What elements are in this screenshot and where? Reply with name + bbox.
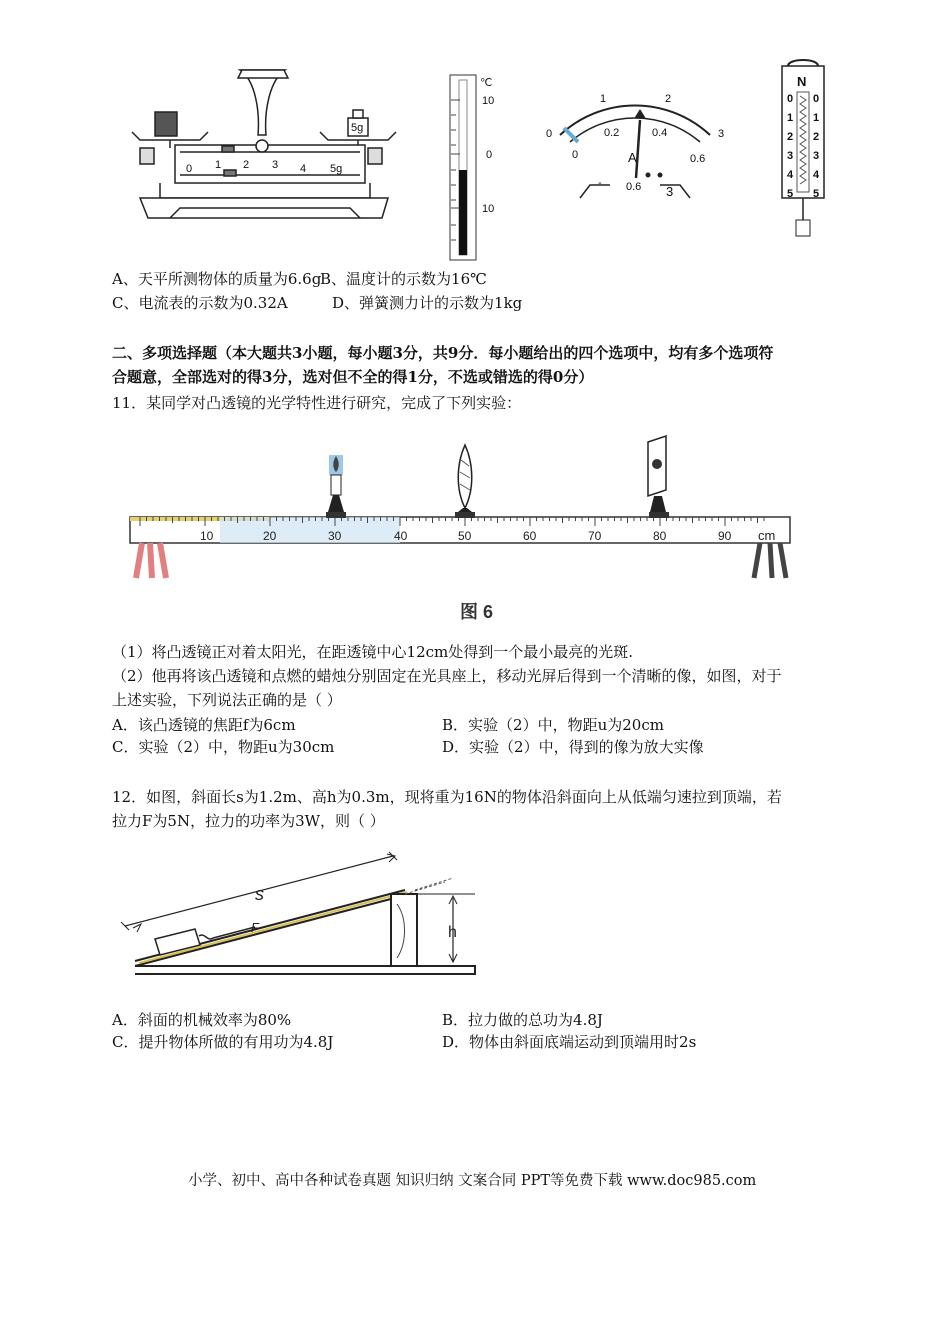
inclined-plane-figure	[115, 838, 505, 988]
q12-stem-line1: 12．如图，斜面长s为1.2m、高h为0.3m，现将重为16N的物体沿斜面向上从低端匀速拉到顶端，若	[112, 788, 782, 806]
q12-option-c: C．提升物体所做的有用功为4.8J	[112, 1033, 334, 1051]
svg-text:0: 0	[787, 93, 794, 105]
svg-text:2: 2	[813, 131, 820, 143]
svg-text:0.6: 0.6	[690, 153, 706, 165]
svg-text:50: 50	[458, 529, 472, 543]
balance-illustration	[132, 70, 396, 218]
svg-text:5g: 5g	[330, 163, 343, 175]
svg-text:90: 90	[718, 529, 732, 543]
svg-text:3: 3	[813, 150, 820, 162]
q11-step2-line1: （2）他再将该凸透镜和点燃的蜡烛分别固定在光具座上，移动光屏后得到一个清晰的像，如图，对于	[112, 667, 782, 685]
svg-text:20: 20	[263, 529, 277, 543]
svg-text:10: 10	[482, 95, 495, 107]
svg-text:10: 10	[200, 529, 214, 543]
svg-text:10: 10	[482, 203, 495, 215]
svg-text:4: 4	[813, 169, 820, 181]
svg-text:1: 1	[600, 93, 607, 105]
spring-scale-unit: N	[797, 74, 807, 89]
candle-illustration	[326, 455, 346, 518]
q11-option-b: B．实验（2）中，物距u为20cm	[442, 716, 664, 734]
q10-option-b: B、温度计的示数为16℃	[320, 270, 487, 288]
thermometer-illustration	[450, 75, 494, 260]
q12-option-a: A．斜面的机械效率为80%	[112, 1011, 292, 1029]
svg-text:0.6: 0.6	[626, 181, 642, 193]
svg-text:-: -	[598, 177, 602, 189]
svg-text:4: 4	[787, 169, 794, 181]
svg-text:1: 1	[813, 112, 820, 124]
svg-text:60: 60	[523, 529, 537, 543]
ammeter-labels	[546, 93, 724, 199]
svg-text:3: 3	[272, 159, 279, 171]
bench-unit: cm	[758, 528, 776, 543]
svg-text:0: 0	[186, 163, 193, 175]
svg-text:0.4: 0.4	[652, 127, 668, 139]
optical-bench-figure	[120, 420, 820, 630]
svg-text:2: 2	[787, 131, 794, 143]
q11-option-a: A．该凸透镜的焦距f为6cm	[112, 716, 296, 734]
slope-length-label: s	[255, 884, 264, 904]
figure-6-caption: 图 6	[460, 602, 494, 622]
pull-force-label: F	[251, 920, 259, 935]
svg-text:2: 2	[665, 93, 672, 105]
svg-text:3: 3	[666, 184, 674, 199]
q10-option-a: A、天平所测物体的质量为6.6g	[112, 270, 322, 288]
q11-step2-line2: 上述实验，下列说法正确的是（ ）	[112, 691, 342, 709]
measuring-instruments-figure	[120, 40, 880, 270]
svg-text:3: 3	[718, 128, 725, 140]
q12-stem-line2: 拉力F为5N，拉力的功率为3W，则（ ）	[112, 812, 385, 830]
thermometer-unit: ℃	[480, 77, 493, 89]
svg-text:0: 0	[546, 128, 553, 140]
svg-text:4: 4	[300, 163, 307, 175]
svg-text:1: 1	[787, 112, 794, 124]
svg-text:2: 2	[243, 159, 250, 171]
svg-text:30: 30	[328, 529, 342, 543]
svg-text:1: 1	[215, 159, 222, 171]
light-screen-illustration	[648, 436, 669, 518]
svg-text:80: 80	[653, 529, 667, 543]
svg-text:0.2: 0.2	[604, 127, 620, 139]
q10-option-c: C、电流表的示数为0.32A	[112, 294, 288, 312]
q11-option-c: C．实验（2）中，物距u为30cm	[112, 738, 335, 756]
convex-lens-illustration	[455, 445, 475, 518]
svg-text:40: 40	[394, 529, 408, 543]
svg-text:0: 0	[572, 149, 579, 161]
page-footer: 小学、初中、高中各种试卷真题 知识归纳 文案合同 PPT等免费下载 www.doc985.com	[188, 1173, 757, 1189]
q12-option-d: D．物体由斜面底端运动到顶端用时2s	[442, 1033, 697, 1051]
section2-heading-line2: 合题意，全部选对的得3分，选对但不全的得1分，不选或错选的得0分）	[112, 368, 594, 386]
height-label: h	[448, 924, 457, 941]
svg-text:3: 3	[787, 150, 794, 162]
svg-text:5: 5	[787, 188, 794, 200]
svg-text:A: A	[628, 150, 637, 165]
section2-heading-line1: 二、多项选择题（本大题共3小题，每小题3分，共9分．每小题给出的四个选项中，均有多个选项符	[112, 344, 774, 362]
block-on-incline	[155, 927, 255, 955]
q11-option-d: D．实验（2）中，得到的像为放大实像	[442, 738, 704, 756]
svg-text:5: 5	[813, 188, 820, 200]
svg-text:70: 70	[588, 529, 602, 543]
balance-weight-label: 5g	[351, 122, 364, 134]
q12-option-b: B．拉力做的总功为4.8J	[442, 1011, 603, 1029]
svg-text:0: 0	[813, 93, 820, 105]
svg-text:0: 0	[486, 149, 493, 161]
q10-option-d: D、弹簧测力计的示数为1kg	[332, 294, 523, 312]
q11-step1: （1）将凸透镜正对着太阳光，在距透镜中心12cm处得到一个最小最亮的光斑.	[112, 643, 634, 661]
q11-stem: 11．某同学对凸透镜的光学特性进行研究，完成了下列实验：	[112, 394, 522, 412]
